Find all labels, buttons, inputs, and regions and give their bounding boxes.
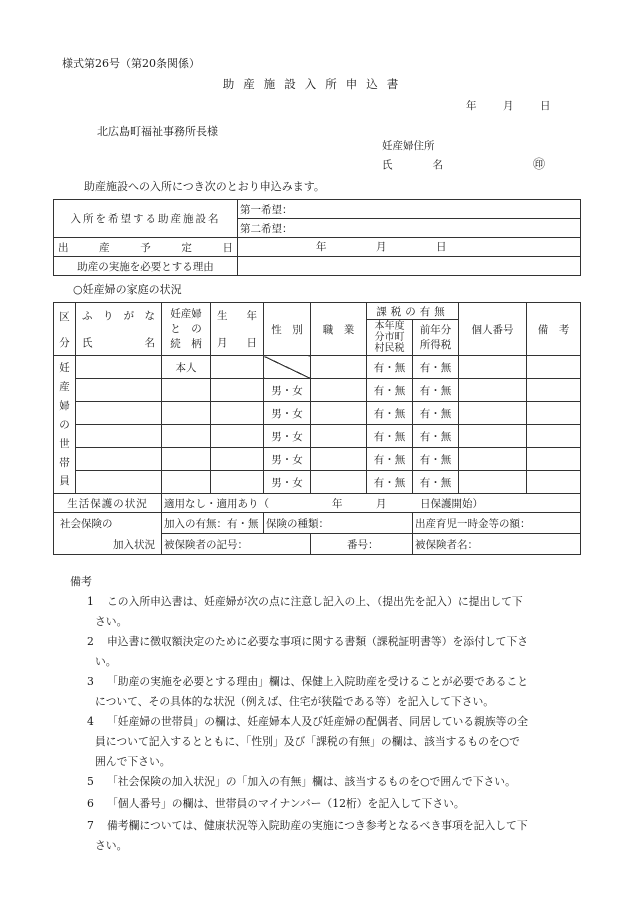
note-number: 7 [87, 819, 94, 832]
birth-date-cell[interactable] [211, 356, 264, 379]
due-year-label: 年 [316, 241, 327, 253]
header-name-ch: 名 [144, 337, 155, 349]
header-remarks: 備 考 [527, 303, 581, 356]
due-date-label-ch: 日 [222, 241, 233, 254]
header-furigana-name [76, 303, 162, 356]
date-year-label: 年 [466, 100, 477, 112]
insurance-enrollment-field[interactable]: 加入の有無：有・無 [162, 513, 264, 534]
document-title: 助産施設入所申込書 [222, 77, 408, 91]
individual-number-cell[interactable] [459, 448, 527, 471]
tax-income-cell[interactable]: 有・無 [413, 425, 459, 448]
table-row [54, 356, 581, 379]
header-individual-number: 個人番号 [459, 303, 527, 356]
header-tax-income-line: 前年分 [419, 323, 452, 336]
gender-cell[interactable]: 男・女 [264, 379, 311, 402]
header-birth-ch: 月 [217, 337, 228, 349]
applicant-address-label: 妊産婦住所 [382, 140, 435, 152]
header-furigana-ch: な [144, 310, 155, 322]
welfare-status-text: 適用なし・適用あり（ [164, 497, 269, 510]
individual-number-cell[interactable] [459, 425, 527, 448]
household-table [53, 302, 581, 555]
note-item [87, 772, 577, 792]
header-furigana-ch: が [123, 310, 135, 322]
relationship-cell[interactable] [162, 448, 211, 471]
header-tax-income-line: 所得税 [419, 338, 452, 351]
date-day-label: 日 [540, 100, 551, 112]
tax-municipal-cell[interactable]: 有・無 [367, 471, 413, 494]
table-row [54, 402, 581, 425]
note-number: 4 [87, 715, 94, 728]
tax-municipal-cell[interactable]: 有・無 [367, 448, 413, 471]
note-number: 2 [87, 635, 94, 648]
insured-name-field[interactable]: 被保険者名： [413, 534, 581, 555]
note-item [87, 816, 577, 856]
relationship-cell[interactable] [162, 471, 211, 494]
name-cell[interactable] [76, 356, 162, 379]
header-tax-income [413, 320, 459, 356]
due-date-label-ch: 出 [58, 241, 69, 254]
due-date-label-ch: 定 [181, 241, 192, 254]
category-label-ch: の [59, 418, 70, 431]
tax-municipal-cell[interactable]: 有・無 [367, 356, 413, 379]
note-item [87, 592, 577, 632]
table-row [54, 379, 581, 402]
header-furigana-ch: ふ [82, 310, 93, 322]
header-occupation: 職 業 [311, 303, 367, 356]
note-line: 囲んで下さい。 [95, 755, 171, 768]
birth-date-cell[interactable] [211, 425, 264, 448]
reason-label: 助産の実施を必要とする理由 [54, 257, 238, 276]
remarks-cell[interactable] [527, 471, 581, 494]
insurance-label-line2: 加入状況 [113, 538, 155, 551]
due-month-label: 月 [376, 241, 387, 253]
occupation-cell[interactable] [311, 471, 367, 494]
occupation-cell[interactable] [311, 356, 367, 379]
individual-number-cell[interactable] [459, 471, 527, 494]
form-number: 様式第26号（第20条関係） [62, 57, 200, 70]
first-choice-field[interactable]: 第一希望： [238, 200, 581, 219]
category-label-ch: 員 [59, 475, 70, 488]
header-tax-municipal-line: 村民税 [374, 343, 405, 354]
insurance-label-line1: 社会保険の [60, 517, 113, 530]
desired-facility-label: 入所を希望する助産施設名 [54, 200, 238, 238]
note-line: 申込書に徴収額決定のために必要な事項に関する書類（課税証明書等）を添付して下さ [107, 635, 529, 648]
childbirth-allowance-field[interactable]: 出産育児一時金等の額： [413, 513, 581, 534]
gender-cell[interactable]: 男・女 [264, 425, 311, 448]
welfare-year-label: 年 [332, 498, 343, 510]
name-cell[interactable] [76, 402, 162, 425]
header-tax-municipal-line: 分市町 [374, 332, 405, 343]
note-item [87, 794, 577, 814]
header-name-ch: 氏 [82, 337, 93, 349]
header-relationship-line: と の [170, 322, 202, 335]
relationship-cell[interactable] [162, 379, 211, 402]
remarks-cell[interactable] [527, 425, 581, 448]
individual-number-cell[interactable] [459, 379, 527, 402]
welfare-month-label: 月 [376, 498, 387, 510]
due-day-label: 日 [436, 241, 447, 253]
birth-date-cell[interactable] [211, 402, 264, 425]
header-category-ch: 区 [59, 310, 70, 323]
note-line: 「個人番号」の欄は、世帯員のマイナンバー（12桁）を記入して下さい。 [107, 797, 465, 810]
due-date-field[interactable] [238, 238, 581, 257]
birth-date-cell[interactable] [211, 379, 264, 402]
note-line: 員について記入するとともに、「性別」及び「課税の有無」の欄は、該当するものを○で [95, 735, 520, 748]
occupation-cell[interactable] [311, 425, 367, 448]
welfare-status-field[interactable] [162, 494, 581, 513]
header-tax-municipal-line: 本年度 [374, 321, 405, 332]
individual-number-cell[interactable] [459, 356, 527, 379]
table-row [54, 425, 581, 448]
header-tax-group: 課税の有無 [367, 303, 459, 320]
remarks-cell[interactable] [527, 379, 581, 402]
welfare-label: 生活保護の状況 [54, 494, 162, 513]
header-gender: 性 別 [264, 303, 311, 356]
note-item [87, 712, 577, 772]
note-item [87, 632, 577, 672]
note-line: 「助産の実施を必要とする理由」欄は、保健上入院助産を受けることが必要であること [107, 675, 529, 688]
insurance-type-field[interactable]: 保険の種類： [264, 513, 413, 534]
gender-cell[interactable]: 男・女 [264, 402, 311, 425]
insured-symbol-field[interactable]: 被保険者の記号： [162, 534, 311, 555]
gender-cell[interactable]: 男・女 [264, 471, 311, 494]
name-cell[interactable] [76, 379, 162, 402]
tax-municipal-cell[interactable]: 有・無 [367, 379, 413, 402]
individual-number-cell[interactable] [459, 402, 527, 425]
tax-income-cell[interactable]: 有・無 [413, 471, 459, 494]
name-cell[interactable] [76, 425, 162, 448]
note-number: 3 [87, 675, 94, 688]
category-label-ch: 帯 [59, 456, 70, 469]
occupation-cell[interactable] [311, 379, 367, 402]
name-label-part-1: 氏 [382, 159, 393, 171]
addressee: 北広島町福祉事務所長様 [97, 125, 218, 138]
insurance-label [54, 513, 162, 555]
name-label-part-2: 名 [432, 159, 443, 171]
remarks-cell[interactable] [527, 356, 581, 379]
header-category-ch: 分 [59, 336, 70, 349]
tax-income-cell[interactable]: 有・無 [413, 402, 459, 425]
date-month-label: 月 [503, 100, 514, 112]
tax-municipal-cell[interactable]: 有・無 [367, 402, 413, 425]
second-choice-field[interactable]: 第二希望： [238, 219, 581, 238]
remarks-cell[interactable] [527, 448, 581, 471]
facility-table [53, 199, 581, 276]
name-cell[interactable] [76, 471, 162, 494]
header-furigana-ch: り [102, 310, 114, 322]
category-label-ch: 世 [59, 437, 70, 450]
reason-field[interactable] [238, 257, 581, 276]
occupation-cell[interactable] [311, 448, 367, 471]
due-date-label [54, 238, 238, 257]
tax-income-cell[interactable]: 有・無 [413, 356, 459, 379]
note-line: さい。 [95, 615, 128, 628]
category-label-ch: 産 [59, 381, 70, 394]
insured-number-field[interactable]: 番号： [311, 534, 413, 555]
category-label [54, 356, 76, 494]
welfare-day-label: 日保護開始） [420, 498, 483, 510]
tax-income-cell[interactable]: 有・無 [413, 379, 459, 402]
header-birth-ch: 日 [246, 337, 257, 349]
header-relationship [162, 303, 211, 356]
note-line: さい。 [95, 839, 128, 852]
remarks-cell[interactable] [527, 402, 581, 425]
applicant-name-label [382, 157, 443, 172]
category-label-ch: 婦 [59, 400, 70, 413]
header-birth-ch: 年 [246, 310, 257, 322]
occupation-cell[interactable] [311, 402, 367, 425]
name-cell[interactable] [76, 448, 162, 471]
relationship-cell[interactable] [162, 425, 211, 448]
note-line: 「社会保険の加入状況」の「加入の有無」欄は、該当するものを○で囲んで下さい。 [107, 775, 516, 788]
header-relationship-line: 続 柄 [170, 337, 202, 350]
note-item [87, 672, 577, 712]
header-relationship-line: 妊産婦 [170, 307, 202, 320]
due-date-label-ch: 予 [140, 241, 151, 254]
gender-cell-blank [264, 356, 311, 379]
note-line: 備考欄については、健康状況等入院助産の実施につき参考となるべき事項を記入して下 [107, 819, 528, 832]
note-number: 1 [87, 595, 94, 608]
category-label-ch: 妊 [59, 362, 70, 375]
note-number: 5 [87, 775, 94, 788]
header-birth-date [211, 303, 264, 356]
note-line: この入所申込書は、妊産婦が次の点に注意し記入の上、（提出先を記入）に提出して下 [107, 595, 523, 608]
header-category [54, 303, 76, 356]
table-row [54, 471, 581, 494]
tax-municipal-cell[interactable]: 有・無 [367, 425, 413, 448]
notes-title: 備考 [70, 575, 92, 588]
birth-date-cell[interactable] [211, 471, 264, 494]
due-date-label-ch: 産 [99, 241, 110, 254]
note-line: 「妊産婦の世帯員」の欄は、妊産婦本人及び妊産婦の配偶者、同居している親族等の全 [107, 715, 529, 728]
note-number: 6 [87, 797, 94, 810]
birth-date-cell[interactable] [211, 448, 264, 471]
relationship-cell[interactable] [162, 402, 211, 425]
seal-mark: ㊞ [533, 157, 546, 171]
header-birth-ch: 生 [217, 310, 228, 322]
note-line: について、その具体的な状況（例えば、住宅が狭隘である等）を記入して下さい。 [95, 695, 495, 708]
table-row [54, 448, 581, 471]
note-line: い。 [95, 655, 117, 668]
lead-text: 助産施設への入所につき次のとおり申込みます。 [84, 180, 325, 193]
gender-cell[interactable]: 男・女 [264, 448, 311, 471]
relationship-cell: 本人 [162, 356, 211, 379]
header-tax-municipal [367, 320, 413, 356]
tax-income-cell[interactable]: 有・無 [413, 448, 459, 471]
household-section-title: ○妊産婦の家庭の状況 [73, 283, 182, 296]
